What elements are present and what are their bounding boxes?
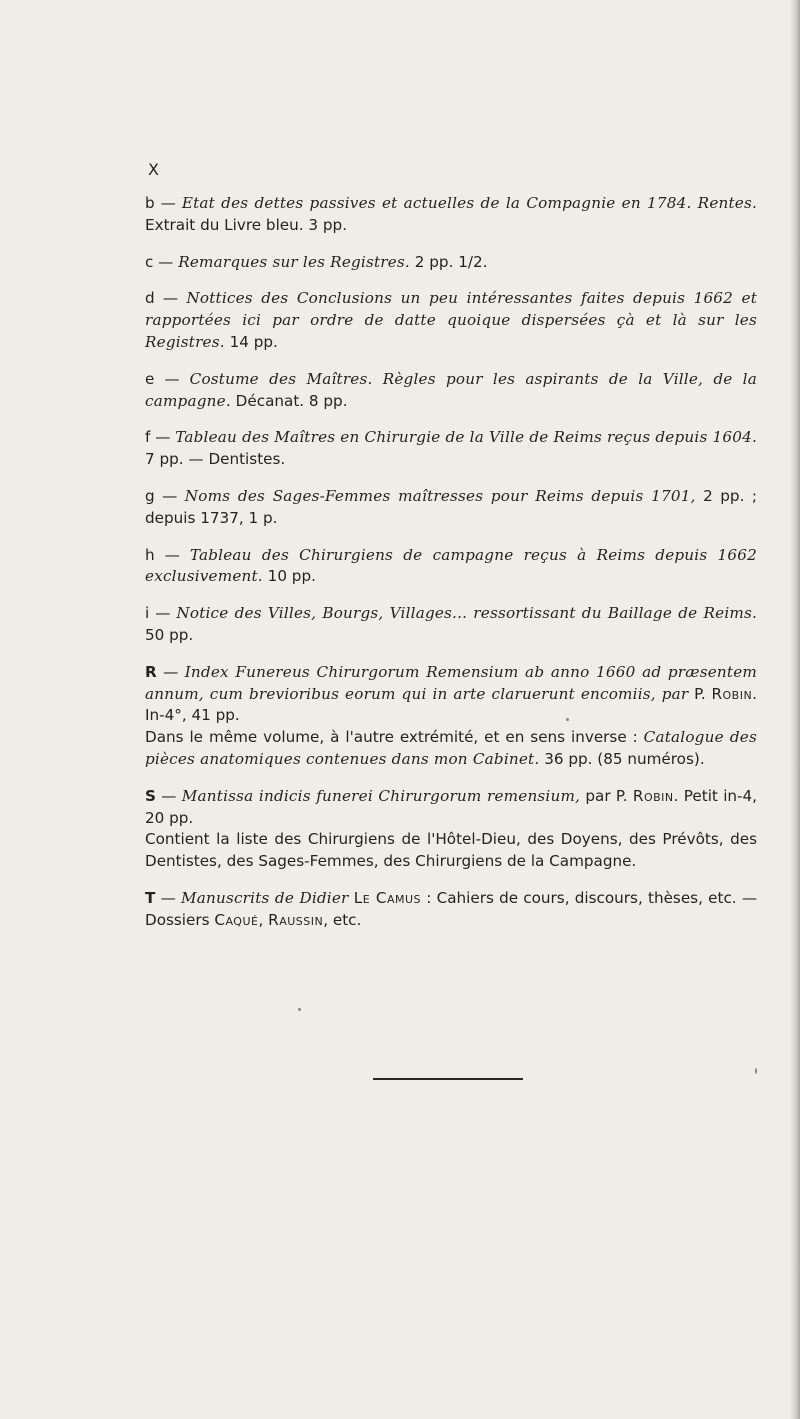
entry-i: [145, 603, 757, 647]
entry-d-title: Nottices des Conclusions un peu intéressantes faites depuis 1662 et rapportées ici par ordre de datte quoique dispersées çà et là sur les Registres.: [145, 289, 757, 351]
section-t-end: , etc.: [323, 910, 362, 929]
section-s-author-pre: par P.: [580, 786, 633, 805]
section-t-author-3: Raussin: [268, 910, 324, 929]
section-s-author: Robin: [632, 786, 674, 805]
entry-c-prefix: c —: [145, 252, 179, 271]
entry-f-rest: 7 pp. — Dentistes.: [145, 450, 286, 469]
entry-i-rest: 50 pp.: [145, 625, 194, 644]
section-t-dash: —: [155, 888, 182, 907]
closing-rule: [373, 1078, 523, 1080]
entry-f-prefix: f —: [145, 428, 176, 447]
entry-b: [145, 193, 757, 237]
entry-f-title: Tableau des Maîtres en Chirurgie de la Ville de Reims reçus depuis 1604.: [175, 428, 757, 447]
section-s-title: Mantissa indicis funerei Chirurgorum remensium,: [181, 786, 581, 805]
section-s-rest: . Petit in-4, 20 pp.: [145, 786, 758, 827]
page-number: X: [148, 160, 160, 179]
entry-c-title: Remarques sur les Registres.: [178, 252, 410, 271]
section-s-heading: [145, 786, 757, 830]
entry-e-rest: Décanat. 8 pp.: [230, 391, 348, 410]
section-r-note-pre: Dans le même volume, à l'autre extrémité, et en sens inverse :: [145, 728, 644, 747]
entry-i-prefix: i —: [145, 604, 177, 623]
entry-d: [145, 288, 757, 353]
entry-h-prefix: h —: [145, 545, 190, 564]
section-r-letter: R: [145, 662, 157, 681]
section-t-sep: ,: [258, 910, 269, 929]
entry-g-prefix: g —: [145, 486, 185, 505]
paper-speck: [298, 1008, 301, 1011]
section-r-note-title: Catalogue des pièces anatomiques contenues dans mon Cabinet.: [145, 728, 757, 768]
entry-d-rest: 14 pp.: [224, 332, 278, 351]
entry-g: [145, 486, 757, 530]
document-body: [145, 193, 757, 947]
section-r-note: [145, 727, 757, 771]
paper-speck: [755, 1068, 757, 1074]
entry-d-prefix: d —: [145, 289, 187, 308]
section-r-author: Robin: [711, 684, 753, 703]
entry-e-title: Costume des Maîtres. Règles pour les aspirants de la Ville, de la campagne.: [145, 369, 757, 410]
entry-i-title: Notice des Villes, Bourgs, Villages... ressortissant du Baillage de Reims.: [176, 604, 757, 623]
section-t-author-2: Caqué: [214, 910, 259, 929]
section-r-heading: [145, 662, 757, 727]
section-t-author-1: Le Camus: [353, 888, 422, 907]
section-t: [145, 888, 757, 932]
entry-c-rest: 2 pp. 1/2.: [409, 252, 488, 271]
entry-f: [145, 427, 757, 471]
entry-b-title: Etat des dettes passives et actuelles de la Compagnie en 1784. Rentes.: [181, 194, 758, 212]
section-r-title: Index Funereus Chirurgorum Remensium ab anno 1660 ad præsentem annum, cum brevioribus eorum qui in arte claruerunt encomiis, par: [145, 662, 757, 703]
entry-h-title: Tableau des Chirurgiens de campagne reçus à Reims depuis 1662 exclusivement.: [145, 545, 757, 586]
entry-b-prefix: b —: [145, 194, 182, 212]
entry-e-prefix: e —: [145, 369, 190, 388]
section-r: [145, 662, 757, 771]
entry-g-title: Noms des Sages-Femmes maîtresses pour Reims depuis 1701,: [184, 486, 696, 505]
paper-speck: [566, 718, 569, 721]
section-r-dash: —: [156, 662, 185, 681]
page-edge-shadow: [790, 0, 800, 1419]
section-r-note-rest: 36 pp. (85 numéros).: [539, 749, 705, 768]
section-s: [145, 786, 757, 873]
entry-c: [145, 252, 757, 274]
entry-h: [145, 545, 757, 589]
section-s-letter: S: [145, 786, 156, 805]
section-t-mid: : Cahiers de cours, discours, thèses, etc. — Dossiers: [145, 888, 758, 929]
section-s-dash: —: [155, 786, 182, 805]
section-r-author-pre: P.: [688, 684, 712, 703]
section-s-note: Contient la liste des Chirurgiens de l'Hôtel-Dieu, des Doyens, des Prévôts, des Dentistes, des Sages-Femmes, des Chirurgiens de la Campagne.: [145, 830, 757, 871]
entry-h-rest: 10 pp.: [262, 567, 316, 586]
section-r-rest: . In-4°, 41 pp.: [145, 684, 757, 725]
entry-b-rest: Extrait du Livre bleu. 3 pp.: [145, 215, 348, 234]
section-t-letter: T: [145, 888, 156, 907]
section-t-title: Manuscrits de Didier: [181, 888, 349, 907]
entry-g-rest: 2 pp. ; depuis 1737, 1 p.: [145, 486, 757, 527]
entry-e: [145, 369, 757, 413]
